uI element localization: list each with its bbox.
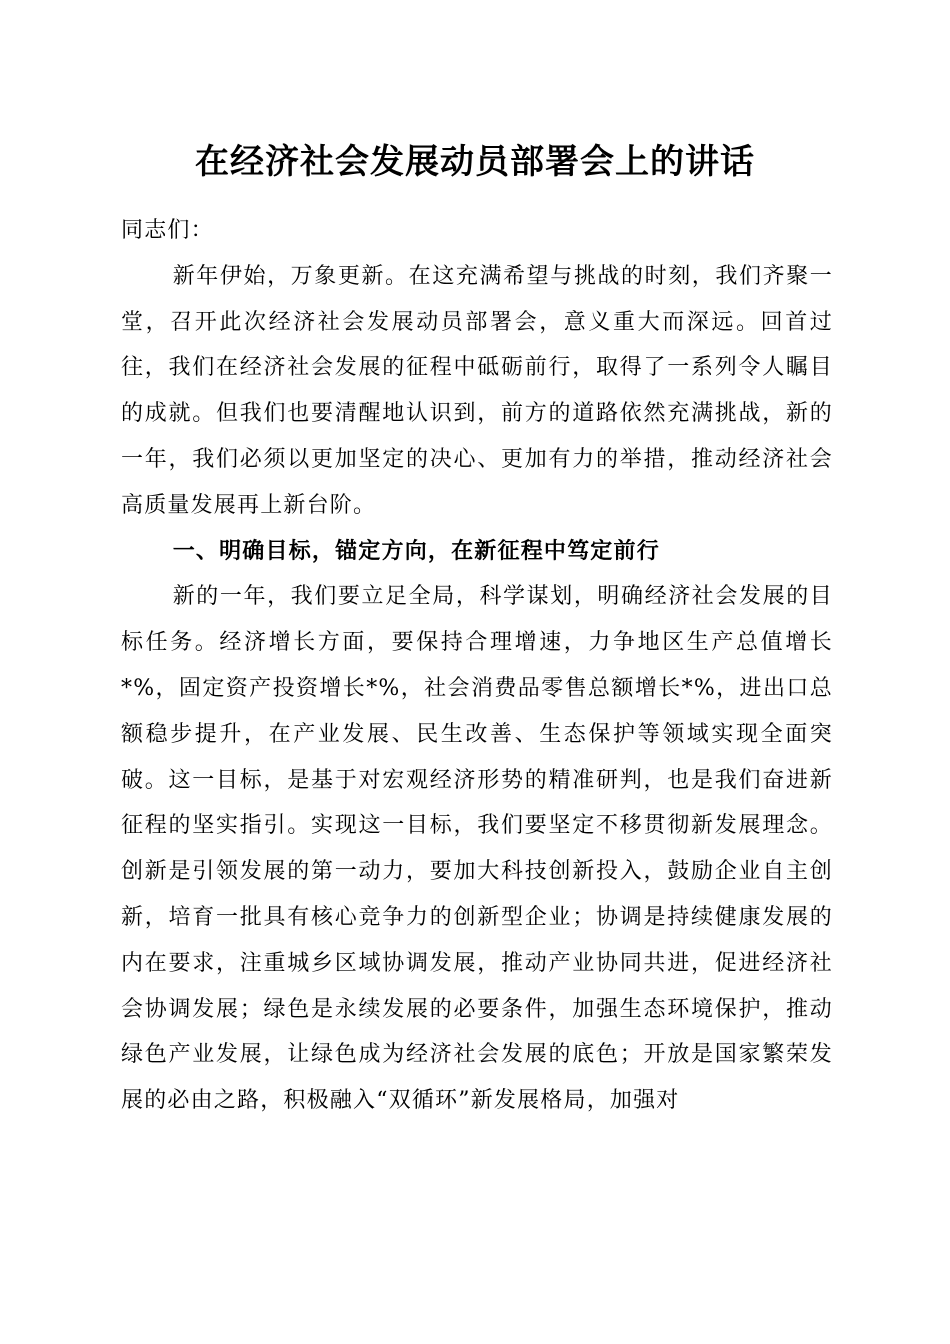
document-body [121,208,833,1124]
document-title: 在经济社会发展动员部署会上的讲话 [195,142,755,182]
section-paragraph: 新的一年，我们要立足全局，科学谋划，明确经济社会发展的目标任务。经济增长方面，要保持合理增速，力争地区生产总值增长*%，固定资产投资增长*%，社会消费品零售总额增长*%，进出口总额稳步提升，在产业发展、民生改善、生态保护等领域实现全面突破。这一目标，是基于对宏观经济形势的精准研判，也是我们奋进新征程的坚实指引。实现这一目标，我们要坚定不移贯彻新发展理念。创新是引领发展的第一动力，要加大科技创新投入，鼓励企业自主创新，培育一批具有核心竞争力的创新型企业；协调是持续健康发展的内在要求，注重城乡区域协调发展，推动产业协同共进，促进经济社会协调发展；绿色是永续发展的必要条件，加强生态环境保护，推动绿色产业发展，让绿色成为经济社会发展的底色；开放是国家繁荣发展的必由之路，积极融入“双循环”新发展格局，加强对 [121,584,833,1114]
section-heading: 一、明确目标，锚定方向，在新征程中笃定前行 [172,538,660,564]
salutation: 同志们： [121,218,214,243]
intro-paragraph: 新年伊始，万象更新。在这充满希望与挑战的时刻，我们齐聚一堂，召开此次经济社会发展动员部署会，意义重大而深远。回首过往，我们在经济社会发展的征程中砥砺前行，取得了一系列令人瞩目的成就。但我们也要清醒地认识到，前方的道路依然充满挑战，新的一年，我们必须以更加坚定的决心、更加有力的举措，推动经济社会高质量发展再上新台阶。 [121,263,833,518]
